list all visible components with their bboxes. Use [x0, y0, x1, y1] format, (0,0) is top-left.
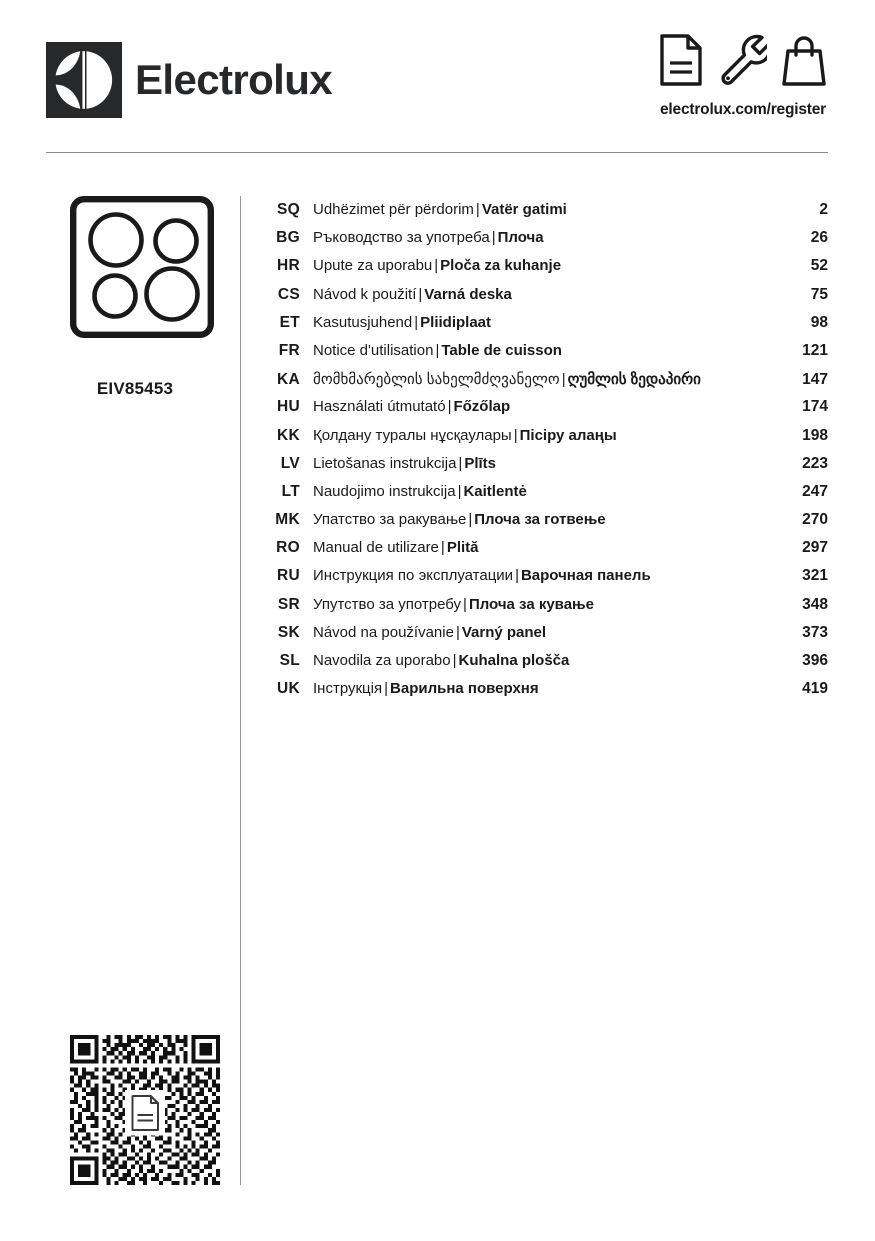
- language-description: [300, 539, 784, 556]
- page-number: 121: [802, 341, 828, 359]
- manual-title: Upute za uporabu: [313, 257, 433, 275]
- page-number: 247: [802, 482, 828, 500]
- separator: |: [384, 680, 389, 698]
- language-code: RO: [276, 539, 300, 557]
- language-code: HU: [277, 398, 300, 416]
- language-description: [300, 370, 784, 388]
- language-description: [300, 483, 784, 500]
- language-code: LT: [281, 482, 300, 500]
- separator: |: [515, 567, 519, 585]
- qr-code[interactable]: [70, 1035, 220, 1185]
- product-name: Плоча: [497, 229, 544, 247]
- page-number: 98: [810, 313, 828, 331]
- manual-title: Ръководство за употреба: [313, 229, 490, 247]
- list-item[interactable]: [262, 511, 828, 539]
- language-description: [300, 624, 784, 641]
- page-number: 26: [810, 229, 828, 247]
- page-number: 348: [802, 595, 828, 613]
- page-number: 2: [819, 201, 828, 218]
- language-code: SQ: [277, 201, 300, 218]
- language-description: [300, 680, 784, 697]
- separator: |: [475, 201, 480, 218]
- language-code: SK: [277, 623, 300, 641]
- page-number: 223: [802, 454, 828, 472]
- separator: |: [457, 482, 462, 500]
- manual-title: Інструкція: [313, 680, 383, 698]
- product-name: Kuhalna plošča: [458, 652, 570, 669]
- product-name: Варильна поверхня: [390, 680, 539, 698]
- page-number: 75: [810, 285, 828, 303]
- electrolux-logo-mark-icon: [46, 42, 122, 118]
- separator: |: [447, 398, 452, 416]
- list-item[interactable]: [262, 370, 828, 398]
- language-code: CS: [277, 285, 300, 303]
- wrench-icon: [717, 33, 767, 92]
- separator: |: [463, 595, 467, 613]
- list-item[interactable]: [262, 567, 828, 595]
- manual-title: Naudojimo instrukcija: [313, 482, 456, 500]
- list-item[interactable]: [262, 229, 828, 257]
- page-number: 396: [802, 652, 828, 669]
- page-number: 174: [802, 398, 828, 416]
- separator: |: [491, 229, 496, 247]
- manual-title: Udhëzimet për përdorim: [313, 201, 474, 218]
- language-description: [300, 511, 784, 528]
- separator: |: [455, 623, 460, 641]
- language-description: [300, 257, 784, 274]
- product-name: Főzőlap: [453, 398, 511, 416]
- list-item[interactable]: [262, 201, 828, 229]
- document-icon: [132, 1096, 158, 1130]
- list-item[interactable]: [262, 455, 828, 483]
- register-url-label[interactable]: electrolux.com/register: [660, 101, 826, 118]
- separator: |: [434, 257, 439, 275]
- list-item[interactable]: [262, 314, 828, 342]
- model-number-label: EIV85453: [96, 379, 174, 398]
- list-item[interactable]: [262, 257, 828, 285]
- language-description: [300, 314, 784, 331]
- separator: |: [452, 652, 457, 669]
- list-item[interactable]: [262, 680, 828, 708]
- brand-wordmark: Electrolux: [135, 56, 333, 103]
- product-name: Plīts: [464, 454, 497, 472]
- separator: |: [440, 539, 445, 557]
- manual-title: მომხმარებლის სახელმძღვანელო: [313, 371, 560, 389]
- language-code: SR: [277, 595, 300, 613]
- list-item[interactable]: [262, 286, 828, 314]
- header-divider-rule: [46, 152, 828, 153]
- manual-title: Упатство за ракување: [313, 511, 467, 529]
- product-name: Пісіру алаңы: [519, 426, 617, 444]
- column-divider: [240, 196, 241, 1185]
- manual-title: Kasutusjuhend: [313, 313, 413, 331]
- language-code: SL: [279, 652, 300, 669]
- separator: |: [513, 426, 518, 444]
- manual-title: Használati útmutató: [313, 398, 446, 416]
- product-name: Varný panel: [461, 623, 547, 641]
- separator: |: [561, 371, 566, 389]
- manual-title: Návod k použití: [313, 285, 417, 303]
- product-name: Vatër gatimi: [481, 201, 567, 218]
- list-item[interactable]: [262, 624, 828, 652]
- list-item[interactable]: [262, 427, 828, 455]
- list-item[interactable]: [262, 596, 828, 624]
- manual-title: Notice d'utilisation: [313, 341, 434, 359]
- brand-logo: [46, 42, 332, 118]
- page-number: 373: [802, 623, 828, 641]
- language-description: [300, 567, 784, 584]
- list-item[interactable]: [262, 342, 828, 370]
- language-code: KA: [277, 371, 300, 389]
- language-description: [300, 398, 784, 415]
- language-code: LV: [280, 454, 300, 472]
- separator: |: [414, 313, 419, 331]
- separator: |: [458, 454, 463, 472]
- language-code: FR: [278, 341, 300, 359]
- manual-title: Инструкция по эксплуатации: [313, 567, 514, 585]
- manual-title: Manual de utilizare: [313, 539, 439, 557]
- manual-title: Lietošanas instrukcija: [313, 454, 457, 472]
- language-code: BG: [276, 229, 300, 247]
- language-description: [300, 342, 784, 359]
- language-description: [300, 596, 784, 613]
- separator: |: [435, 341, 440, 359]
- language-description: [300, 229, 784, 246]
- shopping-bag-icon: [780, 33, 828, 92]
- language-code: KK: [277, 426, 300, 444]
- manual-title: Navodila za uporabo: [313, 652, 451, 669]
- product-name: ღუმლის ზედაპირი: [567, 371, 701, 389]
- language-code: HR: [277, 257, 300, 275]
- separator: |: [418, 285, 423, 303]
- product-name: Ploča za kuhanje: [440, 257, 562, 275]
- separator: |: [468, 511, 473, 529]
- language-index-list: [262, 201, 828, 708]
- page-number: 147: [802, 371, 828, 389]
- product-name: Table de cuisson: [441, 341, 562, 359]
- page-number: 270: [802, 511, 828, 529]
- page-number: 198: [802, 426, 828, 444]
- language-description: [300, 652, 784, 669]
- language-code: ET: [279, 313, 300, 331]
- hob-cooktop-illustration-icon: [70, 196, 224, 343]
- language-description: [300, 427, 784, 444]
- document-icon: [658, 33, 704, 92]
- product-name: Варочная панель: [520, 567, 651, 585]
- language-code: UK: [277, 680, 300, 698]
- language-description: [300, 455, 784, 472]
- product-column: [46, 196, 224, 399]
- product-name: Varná deska: [424, 285, 512, 303]
- language-description: [300, 201, 784, 218]
- list-item[interactable]: [262, 539, 828, 567]
- product-name: Pliidiplaat: [420, 313, 492, 331]
- product-name: Kaitlentė: [463, 482, 527, 500]
- page-number: 297: [802, 539, 828, 557]
- language-description: [300, 286, 784, 303]
- manual-title: Қолдану туралы нұсқаулары: [313, 426, 512, 444]
- list-item[interactable]: [262, 652, 828, 680]
- list-item[interactable]: [262, 483, 828, 511]
- page-number: 52: [810, 257, 828, 275]
- list-item[interactable]: [262, 398, 828, 426]
- page-number: 419: [802, 680, 828, 698]
- product-name: Плоча за кување: [468, 595, 594, 613]
- manual-title: Návod na používanie: [313, 623, 454, 641]
- register-icon-group: [658, 38, 828, 92]
- manual-title: Упутство за употребу: [313, 595, 462, 613]
- product-name: Плоча за готвење: [474, 511, 606, 529]
- page-header: [0, 0, 875, 152]
- register-block[interactable]: [658, 38, 828, 119]
- language-code: RU: [277, 567, 300, 585]
- language-code: MK: [275, 511, 300, 529]
- page-number: 321: [802, 567, 828, 585]
- product-name: Plită: [446, 539, 479, 557]
